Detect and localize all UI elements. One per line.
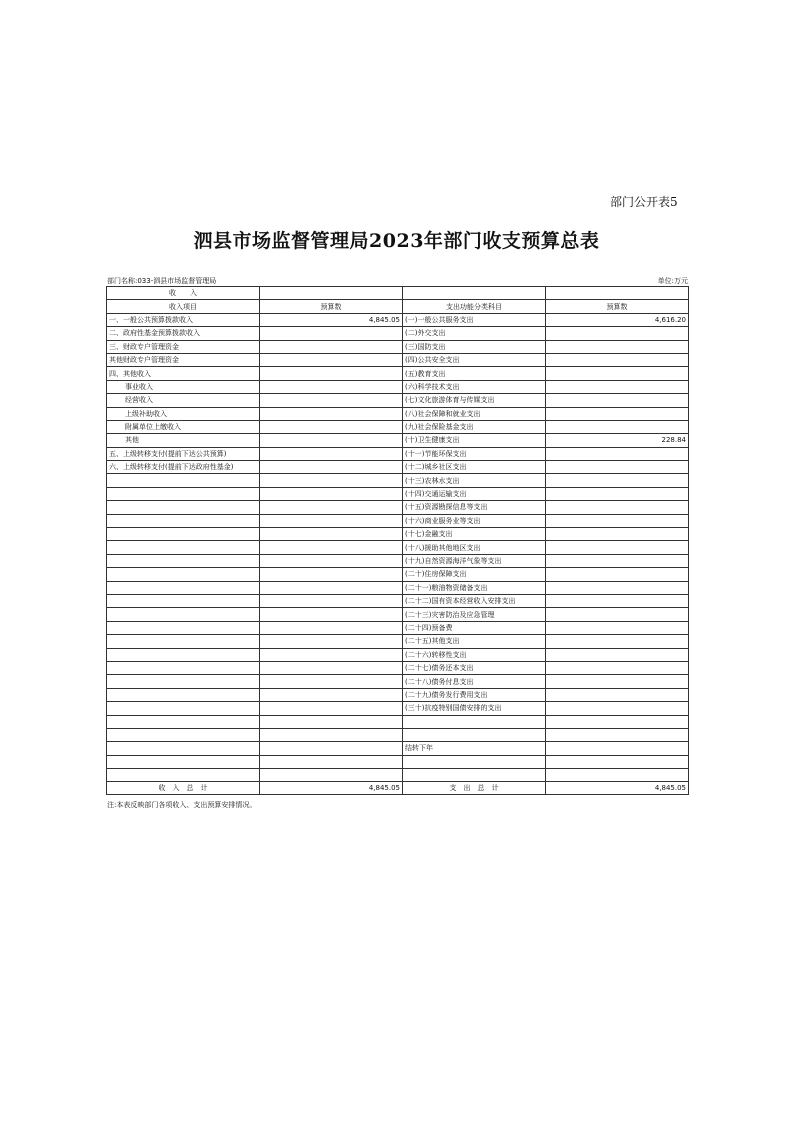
expense-total-amount: 4,845.05 xyxy=(546,782,689,795)
table-row xyxy=(107,648,689,661)
income-amount-cell xyxy=(260,608,403,621)
expense-item-cell: (二十七)债务还本支出 xyxy=(403,661,546,674)
income-amount-cell xyxy=(260,541,403,554)
expense-amount-cell xyxy=(546,447,689,460)
table-row xyxy=(107,728,689,741)
expense-item-cell: 结转下年 xyxy=(403,742,546,755)
expense-amount-cell xyxy=(546,581,689,594)
expense-item-cell: (二十八)债务付息支出 xyxy=(403,675,546,688)
table-row xyxy=(107,434,689,447)
expense-item-cell: (七)文化旅游体育与传媒支出 xyxy=(403,394,546,407)
table-row xyxy=(107,769,689,782)
expense-item-cell: (十九)自然资源海洋气象等支出 xyxy=(403,554,546,567)
table-row xyxy=(107,514,689,527)
header-spacer xyxy=(546,287,689,300)
income-amount-cell xyxy=(260,688,403,701)
income-amount-cell xyxy=(260,434,403,447)
expense-item-cell: (十五)资源勘探信息等支出 xyxy=(403,501,546,514)
expense-amount-cell xyxy=(546,554,689,567)
expense-item-cell xyxy=(403,769,546,782)
expense-item-cell: (九)社会保险基金支出 xyxy=(403,420,546,433)
income-amount-cell xyxy=(260,581,403,594)
table-row xyxy=(107,541,689,554)
income-amount-cell xyxy=(260,568,403,581)
expense-amount-cell xyxy=(546,594,689,607)
income-item-cell: 四、其他收入 xyxy=(107,367,260,380)
expense-amount-cell xyxy=(546,528,689,541)
income-group-header: 收 入 xyxy=(107,287,260,300)
income-amount-cell xyxy=(260,353,403,366)
expense-amount-cell xyxy=(546,728,689,741)
expense-item-cell: (二十五)其他支出 xyxy=(403,635,546,648)
expense-amount-cell xyxy=(546,675,689,688)
income-item-cell xyxy=(107,581,260,594)
income-item-cell xyxy=(107,742,260,755)
expense-item-cell: (二)外交支出 xyxy=(403,327,546,340)
income-amount-cell xyxy=(260,728,403,741)
table-row xyxy=(107,380,689,393)
income-item-cell: 五、上级转移支付(提前下达公共预算) xyxy=(107,447,260,460)
expense-amount-cell: 228.84 xyxy=(546,434,689,447)
income-item-cell xyxy=(107,621,260,634)
expense-item-cell: (十四)交通运输支出 xyxy=(403,487,546,500)
expense-amount-cell xyxy=(546,420,689,433)
expense-item-cell xyxy=(403,715,546,728)
expense-item-cell: (十六)商业服务业等支出 xyxy=(403,514,546,527)
table-column-header-row xyxy=(107,300,689,313)
table-row xyxy=(107,474,689,487)
income-item-cell xyxy=(107,688,260,701)
income-item-cell xyxy=(107,594,260,607)
income-item-cell xyxy=(107,728,260,741)
table-row xyxy=(107,394,689,407)
header-spacer xyxy=(403,287,546,300)
table-group-header-row xyxy=(107,287,689,300)
expense-amount-cell xyxy=(546,688,689,701)
income-item-cell xyxy=(107,755,260,768)
income-amount-cell xyxy=(260,447,403,460)
expense-amount-cell xyxy=(546,367,689,380)
table-row xyxy=(107,635,689,648)
expense-amount-cell xyxy=(546,702,689,715)
income-item-cell: 上级补助收入 xyxy=(107,407,260,420)
expense-amount-cell xyxy=(546,621,689,634)
income-item-cell xyxy=(107,541,260,554)
income-item-cell: 其他财政专户管理资金 xyxy=(107,353,260,366)
income-amount-cell xyxy=(260,755,403,768)
income-amount-cell xyxy=(260,742,403,755)
income-item-cell xyxy=(107,648,260,661)
table-row xyxy=(107,594,689,607)
table-row xyxy=(107,661,689,674)
expense-item-cell: (二十)住房保障支出 xyxy=(403,568,546,581)
expense-item-cell: (十七)金融支出 xyxy=(403,528,546,541)
expense-amount-cell xyxy=(546,461,689,474)
table-row xyxy=(107,742,689,755)
income-item-cell: 事业收入 xyxy=(107,380,260,393)
table-row xyxy=(107,407,689,420)
income-item-cell xyxy=(107,635,260,648)
totals-row xyxy=(107,782,689,795)
income-item-cell: 经营收入 xyxy=(107,394,260,407)
expense-amount-cell xyxy=(546,487,689,500)
income-item-cell xyxy=(107,568,260,581)
expense-amount-cell xyxy=(546,340,689,353)
table-row xyxy=(107,327,689,340)
expense-item-cell: (十一)节能环保支出 xyxy=(403,447,546,460)
expense-amount-cell: 4,616.20 xyxy=(546,313,689,326)
income-amount-cell xyxy=(260,528,403,541)
expense-item-cell xyxy=(403,755,546,768)
expense-amount-cell xyxy=(546,715,689,728)
expense-item-header: 支出功能分类科目 xyxy=(403,300,546,313)
income-item-cell: 其他 xyxy=(107,434,260,447)
department-label: 部门名称:033-泗县市场监督管理局 xyxy=(107,277,217,285)
expense-item-cell: (十八)援助其他地区支出 xyxy=(403,541,546,554)
income-amount-cell xyxy=(260,675,403,688)
income-amount-cell xyxy=(260,702,403,715)
expense-amount-cell xyxy=(546,353,689,366)
expense-item-cell: (一)一般公共服务支出 xyxy=(403,313,546,326)
expense-item-cell xyxy=(403,728,546,741)
table-row xyxy=(107,340,689,353)
expense-amount-cell xyxy=(546,742,689,755)
expense-item-cell: (二十三)灾害防治及应急管理 xyxy=(403,608,546,621)
income-amount-cell xyxy=(260,487,403,500)
income-item-cell xyxy=(107,501,260,514)
expense-amount-cell xyxy=(546,608,689,621)
document-title: 泗县市场监督管理局2023年部门收支预算总表 xyxy=(193,230,600,252)
income-amount-cell xyxy=(260,648,403,661)
income-item-cell xyxy=(107,487,260,500)
income-amount-cell xyxy=(260,554,403,567)
expense-item-cell: (二十二)国有资本经营收入安排支出 xyxy=(403,594,546,607)
table-row xyxy=(107,702,689,715)
expense-amount-cell xyxy=(546,541,689,554)
expense-amount-cell xyxy=(546,380,689,393)
table-row xyxy=(107,554,689,567)
income-item-cell xyxy=(107,554,260,567)
expense-amount-header: 预算数 xyxy=(546,300,689,313)
income-amount-cell: 4,845.05 xyxy=(260,313,403,326)
table-row xyxy=(107,420,689,433)
income-amount-cell xyxy=(260,514,403,527)
expense-amount-cell xyxy=(546,394,689,407)
table-row xyxy=(107,581,689,594)
income-item-cell: 附属单位上缴收入 xyxy=(107,420,260,433)
table-row xyxy=(107,367,689,380)
expense-amount-cell xyxy=(546,648,689,661)
income-item-header: 收入项目 xyxy=(107,300,260,313)
expense-item-cell: (六)科学技术支出 xyxy=(403,380,546,393)
unit-label: 单位:万元 xyxy=(657,277,688,285)
income-item-cell: 一、一般公共预算拨款收入 xyxy=(107,313,260,326)
table-row xyxy=(107,568,689,581)
income-item-cell xyxy=(107,715,260,728)
table-row xyxy=(107,461,689,474)
income-amount-cell xyxy=(260,340,403,353)
income-amount-cell xyxy=(260,394,403,407)
table-row xyxy=(107,487,689,500)
expense-item-cell: (三)国防支出 xyxy=(403,340,546,353)
expense-amount-cell xyxy=(546,474,689,487)
income-amount-cell xyxy=(260,635,403,648)
expense-item-cell: (二十六)转移性支出 xyxy=(403,648,546,661)
expense-item-cell: (十三)农林水支出 xyxy=(403,474,546,487)
expense-amount-cell xyxy=(546,635,689,648)
income-amount-cell xyxy=(260,407,403,420)
income-item-cell: 三、财政专户管理资金 xyxy=(107,340,260,353)
table-row xyxy=(107,675,689,688)
expense-item-cell: (二十一)粮油物资储备支出 xyxy=(403,581,546,594)
expense-amount-cell xyxy=(546,769,689,782)
income-item-cell xyxy=(107,769,260,782)
income-amount-cell xyxy=(260,380,403,393)
expense-amount-cell xyxy=(546,501,689,514)
expense-amount-cell xyxy=(546,407,689,420)
income-amount-cell xyxy=(260,420,403,433)
income-total-amount: 4,845.05 xyxy=(260,782,403,795)
budget-table xyxy=(106,286,689,795)
income-amount-cell xyxy=(260,501,403,514)
expense-item-cell: (十二)城乡社区支出 xyxy=(403,461,546,474)
table-row xyxy=(107,755,689,768)
income-amount-cell xyxy=(260,461,403,474)
income-amount-cell xyxy=(260,769,403,782)
income-item-cell xyxy=(107,702,260,715)
expense-amount-cell xyxy=(546,755,689,768)
income-amount-cell xyxy=(260,474,403,487)
expense-item-cell: (十)卫生健康支出 xyxy=(403,434,546,447)
income-amount-cell xyxy=(260,715,403,728)
income-total-label: 收 入 总 计 xyxy=(107,782,260,795)
expense-amount-cell xyxy=(546,661,689,674)
income-amount-header: 预算数 xyxy=(260,300,403,313)
income-item-cell xyxy=(107,514,260,527)
expense-item-cell: (五)教育支出 xyxy=(403,367,546,380)
income-item-cell xyxy=(107,675,260,688)
table-row xyxy=(107,528,689,541)
income-item-cell xyxy=(107,661,260,674)
table-row xyxy=(107,688,689,701)
income-item-cell xyxy=(107,474,260,487)
table-row xyxy=(107,353,689,366)
expense-amount-cell xyxy=(546,327,689,340)
income-amount-cell xyxy=(260,327,403,340)
table-row xyxy=(107,313,689,326)
table-row xyxy=(107,447,689,460)
income-amount-cell xyxy=(260,367,403,380)
footnote: 注:本表反映部门各项收入、支出预算安排情况。 xyxy=(107,801,257,809)
table-row xyxy=(107,501,689,514)
table-row xyxy=(107,608,689,621)
form-code-label: 部门公开表5 xyxy=(610,195,678,209)
income-item-cell xyxy=(107,608,260,621)
expense-amount-cell xyxy=(546,568,689,581)
income-amount-cell xyxy=(260,661,403,674)
expense-item-cell: (八)社会保障和就业支出 xyxy=(403,407,546,420)
expense-total-label: 支 出 总 计 xyxy=(403,782,546,795)
income-amount-cell xyxy=(260,621,403,634)
header-spacer xyxy=(260,287,403,300)
expense-item-cell: (二十四)预备费 xyxy=(403,621,546,634)
table-row xyxy=(107,621,689,634)
expense-item-cell: (四)公共安全支出 xyxy=(403,353,546,366)
table-row xyxy=(107,715,689,728)
income-item-cell: 六、上级转移支付(提前下达政府性基金) xyxy=(107,461,260,474)
income-item-cell xyxy=(107,528,260,541)
expense-item-cell: (二十九)债务发行费用支出 xyxy=(403,688,546,701)
income-amount-cell xyxy=(260,594,403,607)
expense-item-cell: (三十)抗疫特别国债安排的支出 xyxy=(403,702,546,715)
income-item-cell: 二、政府性基金预算拨款收入 xyxy=(107,327,260,340)
expense-amount-cell xyxy=(546,514,689,527)
